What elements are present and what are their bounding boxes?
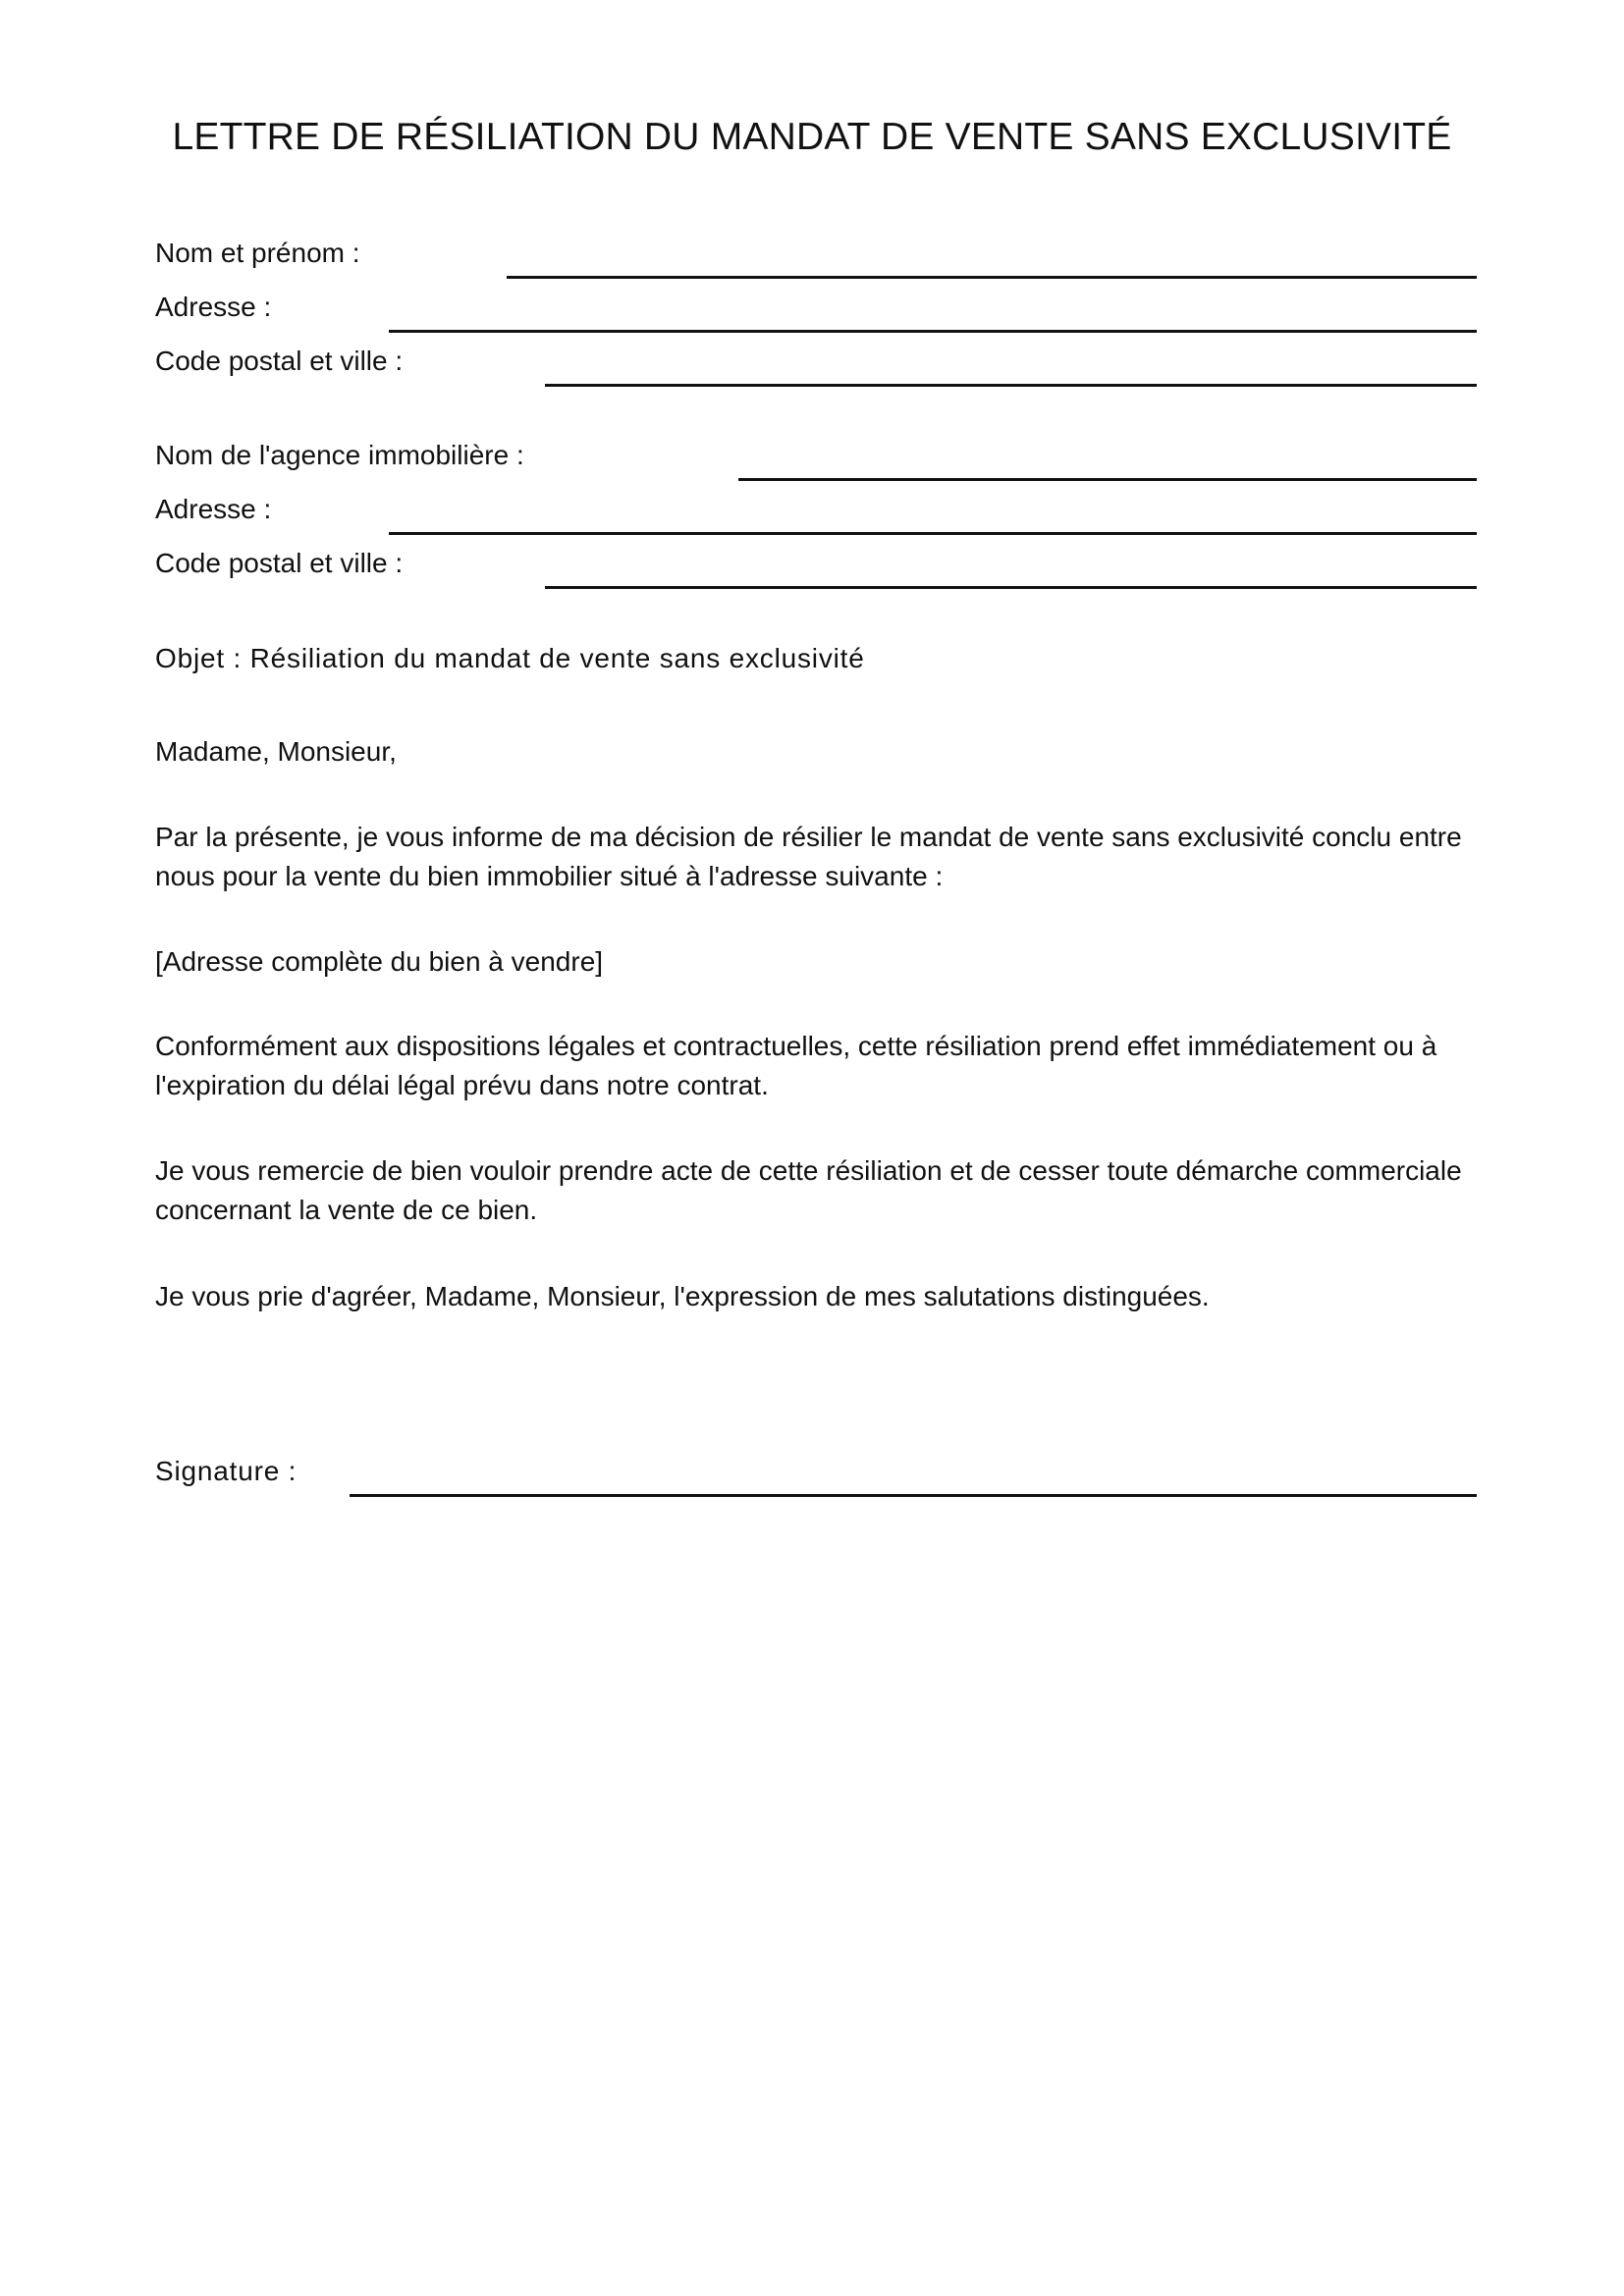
agency-city-field [155, 548, 1477, 587]
letter-subject: Objet : Résiliation du mandat de vente sans exclusivité [155, 643, 865, 673]
sender-address-line[interactable] [389, 330, 1477, 333]
signature-line[interactable] [350, 1494, 1477, 1497]
agency-name-label: Nom de l'agence immobilière : [155, 440, 524, 470]
agency-city-label: Code postal et ville : [155, 548, 404, 578]
signature-label: Signature : [155, 1456, 298, 1486]
letter-paragraph-3: Je vous remercie de bien vouloir prendre acte de cette résiliation et de cesser toute démarche commerciale concernant la vente de ce bien. [155, 1155, 1462, 1225]
sender-name-line[interactable] [507, 276, 1477, 279]
sender-address-label: Adresse : [155, 292, 272, 322]
letter-paragraph-2: Conformément aux dispositions légales et contractuelles, cette résiliation prend effet immédiatement ou à l'expiration du délai légal prévu dans notre contrat. [155, 1031, 1437, 1100]
letter-closing: Je vous prie d'agréer, Madame, Monsieur, l'expression de mes salutations distinguées. [155, 1281, 1210, 1311]
letter-paragraph-1: Par la présente, je vous informe de ma décision de résilier le mandat de vente sans exclusivité conclu entre nous pour la vente du bien immobilier situé à l'adresse suivante : [155, 822, 1462, 891]
agency-name-field [155, 440, 1477, 479]
sender-name-label: Nom et prénom : [155, 238, 360, 268]
sender-city-field [155, 346, 1477, 385]
agency-address-label: Adresse : [155, 494, 272, 524]
signature-field [155, 1456, 1477, 1495]
sender-name-field [155, 238, 1477, 277]
agency-city-line[interactable] [545, 586, 1477, 589]
sender-city-line[interactable] [545, 384, 1477, 387]
document-title: LETTRE DE RÉSILIATION DU MANDAT DE VENTE SANS EXCLUSIVITÉ [172, 116, 1452, 158]
agency-name-line[interactable] [738, 478, 1477, 481]
agency-address-line[interactable] [389, 532, 1477, 535]
letter-salutation: Madame, Monsieur, [155, 736, 397, 767]
sender-address-field [155, 292, 1477, 331]
agency-address-field [155, 494, 1477, 533]
sender-city-label: Code postal et ville : [155, 346, 404, 376]
property-address-placeholder: [Adresse complète du bien à vendre] [155, 946, 604, 977]
